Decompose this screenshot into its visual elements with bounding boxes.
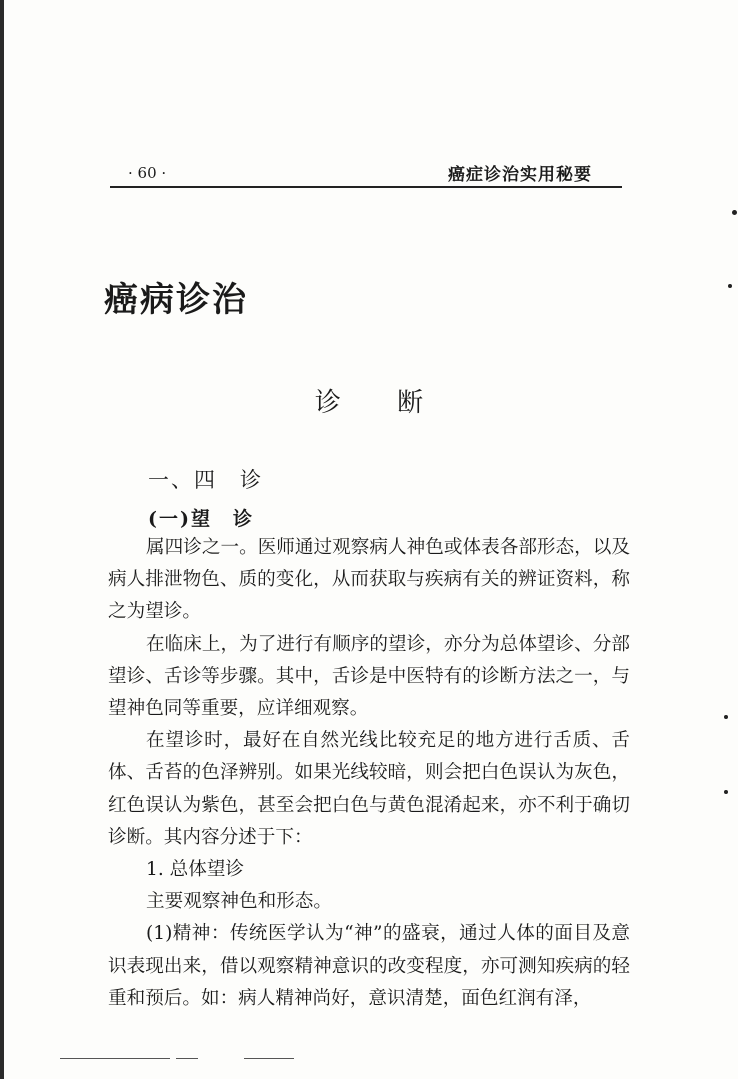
subheading-overall-inspection: 1. 总体望诊 bbox=[146, 859, 245, 881]
bottom-scan-line bbox=[176, 1058, 198, 1059]
header-rule bbox=[110, 186, 622, 188]
scan-left-edge bbox=[0, 0, 4, 1079]
paragraph: 在望诊时，最好在自然光线比较充足的地方进行舌质、舌体、舌苔的色泽辨别。如果光线较暗，则会把白色误认为灰色，红色误认为紫色，甚至会把白色与黄色混淆起来，亦不利于确切诊断。其内容分述于下： bbox=[108, 730, 630, 848]
paragraph: 主要观察神色和形态。 bbox=[146, 891, 332, 913]
bottom-scan-line bbox=[60, 1058, 170, 1059]
scan-speck bbox=[724, 715, 728, 719]
section-title: 诊 断 bbox=[314, 388, 448, 418]
scan-speck bbox=[724, 790, 728, 794]
paragraph: 属四诊之一。医师通过观察病人神色或体表各部形态，以及病人排泄物色、质的变化，从而获取与疾病有关的辨证资料，称之为望诊。 bbox=[108, 537, 630, 623]
bottom-scan-line bbox=[244, 1058, 294, 1059]
heading-four-diagnoses: 一、四 诊 bbox=[148, 468, 263, 492]
paragraph: 在临床上，为了进行有顺序的望诊，亦分为总体望诊、分部望诊、舌诊等步骤。其中，舌诊是中医特有的诊断方法之一，与望神色同等重要，应详细观察。 bbox=[108, 633, 630, 720]
paragraph: (1)精神：传统医学认为“神”的盛衰，通过人体的面目及意识表现出来，借以观察精神意识的改变程度，亦可测知疾病的轻重和预后。如：病人精神尚好，意识清楚，面色红润有泽， bbox=[108, 923, 630, 1009]
page-header bbox=[110, 152, 622, 188]
body-text bbox=[108, 532, 630, 1015]
chapter-title: 癌病诊治 bbox=[104, 280, 248, 320]
scan-speck bbox=[728, 284, 732, 288]
heading-inspection: (一)望 诊 bbox=[148, 508, 254, 530]
scan-speck bbox=[732, 210, 737, 215]
running-title: 癌症诊治实用秘要 bbox=[448, 165, 592, 185]
page-number: · 60 · bbox=[128, 164, 167, 182]
